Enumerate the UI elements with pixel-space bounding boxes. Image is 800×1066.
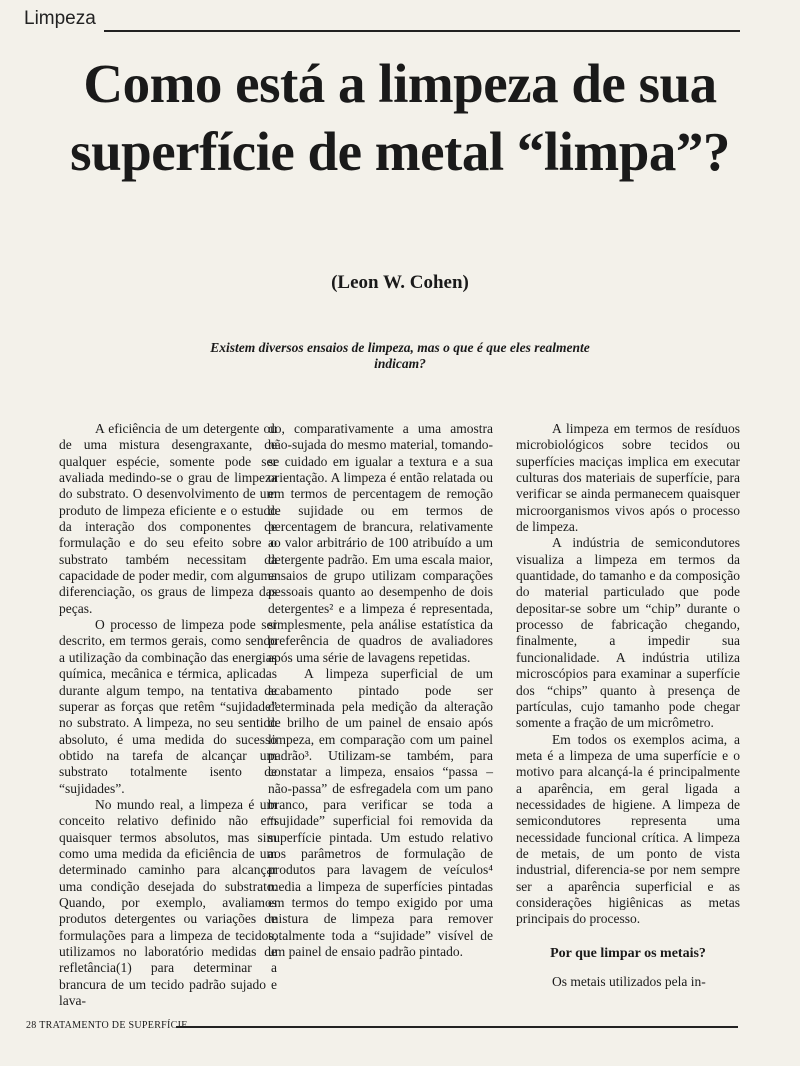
text-column-2 [268,421,493,960]
section-tag: Limpeza [24,8,96,29]
author-byline: (Leon W. Cohen) [331,272,469,293]
header-rule [104,30,740,32]
text-column-3 [516,421,740,990]
paragraph: A limpeza em termos de resíduos microbiológicos sobre tecidos ou superfícies maciças implica em executar culturas dos materiais de superfície, para verificar se ainda permanecem quaisquer microorganismos vivos após o processo de limpeza. [516,421,740,535]
paragraph: No mundo real, a limpeza é um conceito relativo definido não em quaisquer termos absolutos, mas sim como uma medida da eficiência de um determinado caminho para alcançar uma condição desejada do substrato. Quando, por exemplo, avaliamos produtos detergentes ou variações de formulações para a limpeza de tecidos, utilizamos no laboratório medidas de refletância(1) para determinar a brancura de um tecido padrão sujado e lava- [59,796,277,1009]
standfirst: Existem diversos ensaios de limpeza, mas o que é que eles realmente indicam? [210,340,590,371]
section-subheading: Por que limpar os metais? [550,945,706,961]
paragraph: A indústria de semicondutores visualiza a limpeza em termos da quantidade, do tamanho e da composição do material particulado que pode depositar-se sobre um “chip” durante o processo de fabricação chegando, finalmente, a impedir sua funcionalidade. A indústria utiliza microscópios para examinar a superfície dos “chips” quanto à presença de partículas, cujo tamanho pode chegar somente a fração de um micrômetro. [516,535,740,731]
paragraph: A limpeza superficial de um acabamento pintado pode ser determinada pela medição da alteração de brilho de um painel de ensaio após limpeza, em comparação com um painel padrão³. Utilizam-se também, para constatar a limpeza, ensaios “passa – não-passa” de esfregadela com um pano branco, para verificar se toda a “sujidade” superficial foi removida da superfície pintada. Um estudo relativo aos parâmetros de formulação de produtos para lavagem de veículos⁴ media a limpeza de superfícies pintadas em termos do tempo exigido por uma mistura de limpeza para remover totalmente toda a “sujidade” visível de um painel de ensaio padrão pintado. [268,666,493,959]
paragraph: do, comparativamente a uma amostra não-sujada do mesmo material, tomando-se cuidado em igualar a textura e a sua orientação. A limpeza é então relatada ou em termos de percentagem de remoção de sujidade ou em termos de percentagem de brancura, relativamente ao valor arbitrário de 100 atribuído a um detergente padrão. Em uma escala maior, ensaios de grupo utilizam comparações pessoais quanto ao desempenho de dois detergentes² e a limpeza é representada, simplesmente, pela análise estatística da preferência de quadros de avaliadores após uma série de lavagens repetidas. [268,421,493,665]
paragraph: O processo de limpeza pode ser descrito, em termos gerais, como sendo a utilização da combinação das energias química, mecânica e térmica, aplicadas durante algum tempo, na tentativa de superar as forças que retêm “sujidade” no substrato. A limpeza, no seu sentido absoluto, é uma medida do sucesso obtido na tarefa de alcançar um substrato totalmente isento de “sujidades”. [59,617,277,796]
text-column-1 [59,421,277,1009]
article-title: Como está a limpeza de sua superfície de metal “limpa”? [70,53,730,182]
paragraph: A eficiência de um detergente ou de uma mistura desengraxante, de qualquer espécie, somente pode ser avaliada medindo-se o grau de limpeza do substrato. O desenvolvimento de um produto de limpeza eficiente e o estudo da interação dos componentes de formulação e do seu efeito sobre o substrato também necessitam da capacidade de poder medir, com alguma diferenciação, os graus de limpeza das peças. [59,421,277,616]
page-footer-label: 28 TRATAMENTO DE SUPERFÍCIE [26,1020,188,1031]
footer-rule [176,1026,738,1028]
paragraph: Os metais utilizados pela in- [552,974,706,989]
paragraph: Em todos os exemplos acima, a meta é a limpeza de uma superfície e o motivo para alcançá-la é principalmente a aparência, em geral ligada a necessidades de higiene. A limpeza de semicondutores representa uma necessidade funcional crítica. A limpeza de metais, de um ponto de vista industrial, diferencia-se por nem sempre ser a aparência superficial e as considerações higiênicas as metas principais do processo. [516,731,740,927]
